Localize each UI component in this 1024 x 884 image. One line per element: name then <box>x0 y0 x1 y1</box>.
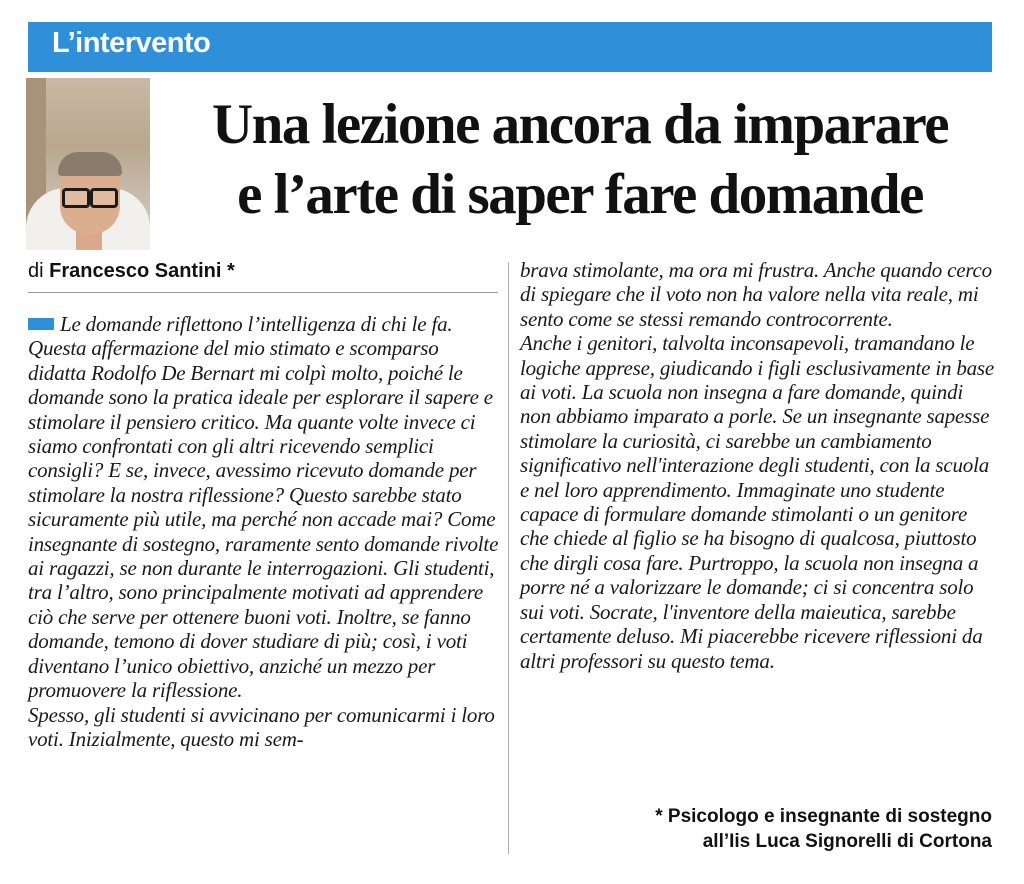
footnote-line-2: all’Iis Luca Signorelli di Cortona <box>702 831 992 852</box>
paragraph: Anche i genitori, talvolta inconsapevoli, tramandano le logiche apprese, giudicando i figli esclusivamente in base ai voti. La scuola non insegna a fare domande, quindi non abbiamo imparato a porle. Se un insegnante sapesse stimolare la curiosità, ci sarebbe un cambiamento significativo nell'interazione degli studenti, con la scuola e nel loro apprendimento. Immaginate uno studente capace di formulare domande stimolanti o un genitore che chiede al figlio se ha bisogno di qualcosa, piuttosto che dirgli cosa fare. Purtroppo, la scuola non insegna a porre né a valorizzare le domande; ci si concentra solo sui voti. Socrate, l'inventore della maieutica, sarebbe certamente deluso. Mi piacerebbe ricevere riflessioni da altri professori su questo tema. <box>520 331 995 673</box>
author-portrait-icon <box>26 78 150 250</box>
article-column-right <box>520 258 996 673</box>
section-label: L’intervento <box>52 27 211 59</box>
paragraph <box>28 312 500 703</box>
headline-line-2: e l’arte di saper fare domande <box>237 163 923 226</box>
paragraph-text: Le domande riflettono l’intelligenza di chi le fa. Questa affermazione del mio stimato e scomparso didatta Rodolfo De Bernart mi colpì molto, poiché le domande sono la pratica ideale per esplorare il sapere e stimolare il pensiero critico. Ma quante volte invece ci siamo confrontati con gli altri ricevendo semplici consigli? E se, invece, avessimo ricevuto domande per stimolare la nostra riflessione? Questo sarebbe stato sicuramente più utile, ma perché non accade mai? Come insegnante di sostegno, raramente sento domande rivolte ai ragazzi, se non durante le interrogazioni. Gli studenti, tra l’altro, sono principalmente motivati ad apprendere ciò che serve per ottenere buoni voti. Inoltre, se fanno domande, temono di dover studiare di più; così, i voti diventano l’unico obiettivo, anziché un mezzo per promuovere la riflessione. <box>28 312 499 703</box>
paragraph: Spesso, gli studenti si avvicinano per comunicarmi i loro voti. Inizialmente, questo mi sem- <box>28 702 495 751</box>
paragraph: brava stimolante, ma ora mi frustra. Anche quando cerco di spiegare che il voto non ha valore nella vita reale, mi sento come se stessi remando controcorrente. <box>520 258 992 331</box>
lead-marker-icon <box>28 318 54 330</box>
column-divider <box>508 262 509 854</box>
article-column-left <box>28 312 500 751</box>
byline <box>28 260 235 283</box>
byline-prefix: di <box>28 260 44 282</box>
byline-rule <box>28 292 498 293</box>
footnote-line-1: * Psicologo e insegnante di sostegno <box>655 806 992 827</box>
headline <box>160 90 1000 230</box>
author-name: Francesco Santini * <box>49 260 235 282</box>
author-footnote <box>655 804 992 854</box>
headline-line-1: Una lezione ancora da imparare <box>211 93 949 156</box>
section-rule <box>28 70 992 72</box>
